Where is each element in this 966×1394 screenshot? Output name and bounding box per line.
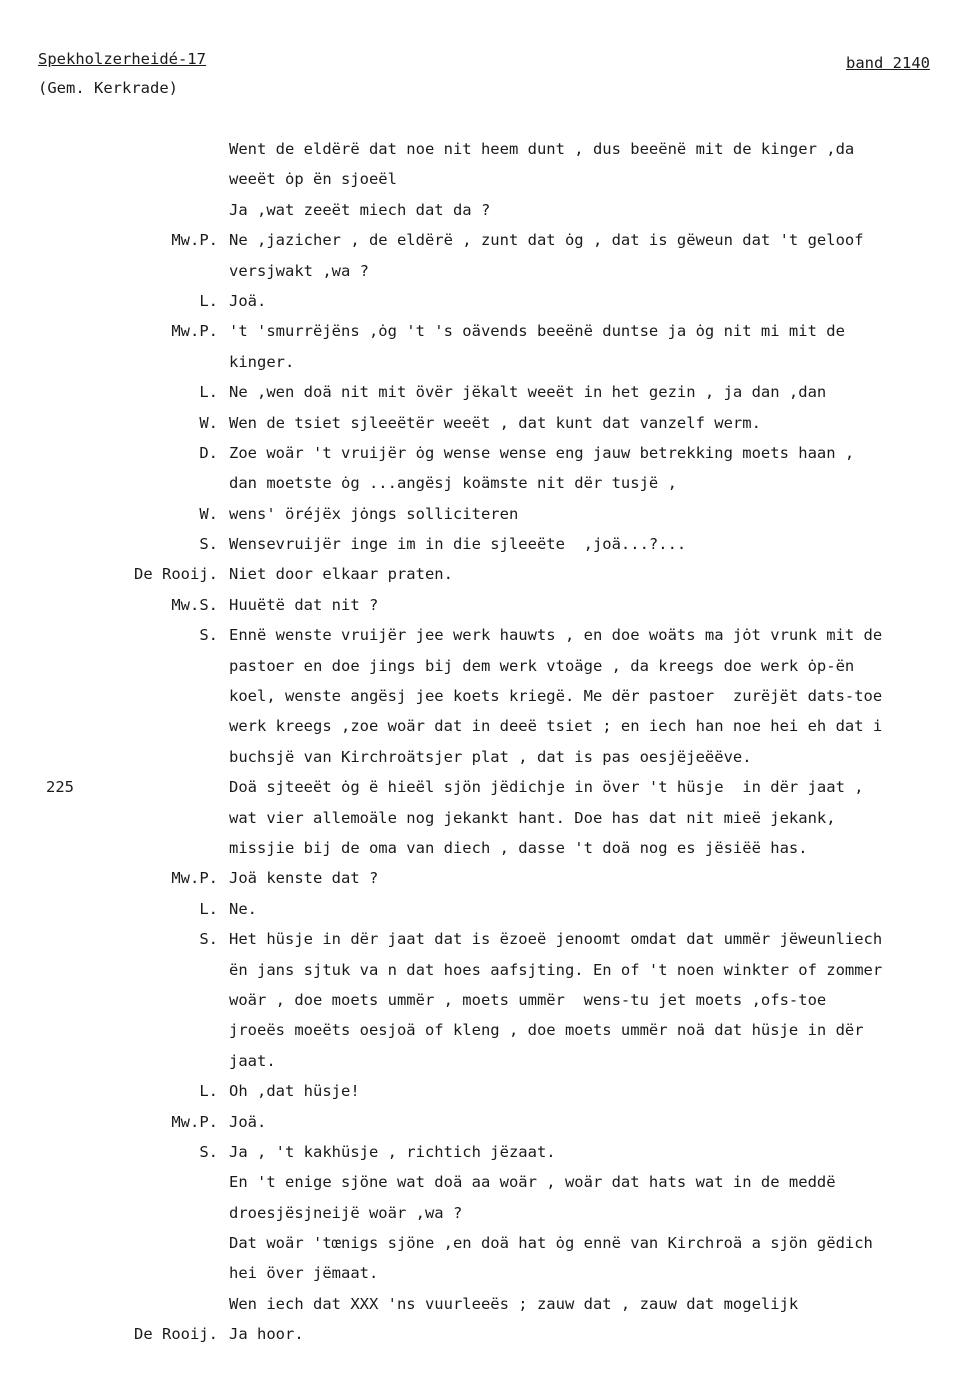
transcript-line (0, 687, 966, 717)
utterance-text: Ne. (229, 899, 257, 918)
utterance-text: werk kreegs ,zoe woär dat in deeë tsiet ; en iech han noe hei eh dat i (229, 717, 883, 736)
transcript-line (0, 170, 966, 200)
utterance-text: pastoer en doe jings bij dem werk vtoäge , da kreegs doe werk ȯp-ën (229, 656, 855, 675)
utterance-text: Went de eldërë dat noe nit heem dunt , dus beeënë mit de kinger ,da (229, 140, 855, 158)
band-header: band 2140 (846, 54, 930, 72)
utterance-text: ën jans sjtuk va n dat hoes aafsjting. En of 't noen winkter of zommer (229, 960, 883, 979)
utterance-text: Het hüsje in dër jaat dat is ëzoeë jenoomt omdat dat ummër jëweunliech (229, 930, 883, 949)
transcript-line (0, 1234, 966, 1264)
transcript-line (0, 596, 966, 626)
transcript-line (0, 1264, 966, 1294)
speaker-label: W. (199, 413, 218, 432)
utterance-text: Ja hoor. (229, 1325, 304, 1344)
transcript-line (0, 292, 966, 322)
utterance-text: Doä sjteeët ȯg ë hieël sjön jëdichje in över 't hüsje in dër jaat , (229, 778, 864, 797)
transcript-line (0, 717, 966, 747)
speaker-label: D. (199, 443, 218, 462)
speaker-label: L. (199, 899, 218, 918)
speaker-label: Mw.S. (171, 595, 218, 614)
speaker-label: L. (199, 383, 218, 402)
speaker-label: S. (199, 535, 218, 554)
transcript-line (0, 414, 966, 444)
transcript-line (0, 322, 966, 352)
speaker-label: Mw.P. (171, 322, 218, 341)
place-header: Spekholzerheidé-17 (38, 50, 206, 68)
utterance-text: jaat. (229, 1051, 276, 1070)
transcript-line (0, 1295, 966, 1325)
speaker-label: De Rooij. (134, 565, 218, 584)
utterance-text: dan moetste ȯg ...angësj koämste nit dër tusjë , (229, 474, 677, 493)
transcript-line (0, 353, 966, 383)
transcript-line (0, 444, 966, 474)
speaker-label: S. (199, 626, 218, 645)
transcript-line (0, 140, 966, 170)
utterance-text: Dat woär 'tœnigs sjöne ,en doä hat ȯg ennë van Kirchroä a sjön gëdich (229, 1234, 873, 1253)
utterance-text: Huuëtë dat nit ? (229, 595, 379, 614)
utterance-text: missjie bij de oma van diech , dasse 't doä nog es jësiëë has. (229, 838, 808, 857)
transcript-line (0, 262, 966, 292)
transcript-line (0, 839, 966, 869)
transcript-line (0, 201, 966, 231)
transcript-line (0, 535, 966, 565)
speaker-label: W. (199, 504, 218, 523)
speaker-label: S. (199, 930, 218, 949)
transcript-line (0, 1082, 966, 1112)
transcript-line (0, 778, 966, 808)
utterance-text: Ja ,wat zeeët miech dat da ? (229, 200, 491, 219)
utterance-text: Joä. (229, 291, 267, 310)
utterance-text: wat vier allemoäle nog jekankt hant. Doe has dat nit mieë jekank, (229, 808, 836, 827)
utterance-text: Wensevruijër inge im in die sjleeëte ,joä...?... (229, 535, 687, 554)
utterance-text: Zoe woär 't vruijër ȯg wense wense eng jauw betrekking moets haan , (229, 443, 855, 462)
transcript-line (0, 1325, 966, 1355)
utterance-text: hei över jëmaat. (229, 1264, 379, 1283)
utterance-text: 't 'smurrëjëns ,ȯg 't 's oävends beeënë duntse ja ȯg nit mi mit de (229, 322, 845, 341)
transcript-line (0, 383, 966, 413)
transcript-line (0, 1052, 966, 1082)
line-number: 225 (46, 778, 74, 797)
speaker-label: Mw.P. (171, 869, 218, 888)
utterance-text: woär , doe moets ummër , moets ummër wens-tu jet moets ,ofs-toe (229, 990, 827, 1009)
utterance-text: koel, wenste angësj jee koets kriegë. Me dër pastoer zurëjët dats-toe (229, 687, 883, 706)
transcript-line (0, 961, 966, 991)
speaker-label: S. (199, 1142, 218, 1161)
transcript-line (0, 474, 966, 504)
transcript-line (0, 1021, 966, 1051)
utterance-text: Wen iech dat XXX 'ns vuurleeës ; zauw dat , zauw dat mogelijk (229, 1294, 799, 1313)
transcript-line (0, 1173, 966, 1203)
speaker-label: L. (199, 291, 218, 310)
utterance-text: versjwakt ,wa ? (229, 261, 369, 280)
utterance-text: droesjësjneijë woär ,wa ? (229, 1203, 463, 1222)
utterance-text: Niet door elkaar praten. (229, 565, 453, 584)
utterance-text: Ne ,jazicher , de eldërë , zunt dat ȯg , dat is gëweun dat 't geloof (229, 231, 864, 250)
transcript-line (0, 626, 966, 656)
utterance-text: wens' öréjëx jȯngs solliciteren (229, 504, 519, 523)
utterance-text: Wen de tsiet sjleeëtër weeët , dat kunt dat vanzelf werm. (229, 413, 761, 432)
transcript-line (0, 657, 966, 687)
utterance-text: Joä kenste dat ? (229, 869, 379, 888)
utterance-text: Oh ,dat hüsje! (229, 1082, 360, 1101)
transcript-line (0, 505, 966, 535)
speaker-label: De Rooij. (134, 1325, 218, 1344)
utterance-text: jroeës moeëts oesjoä of kleng , doe moets ummër noä dat hüsje in dër (229, 1021, 864, 1040)
transcript-line (0, 1143, 966, 1173)
utterance-text: weeët ȯp ën sjoeël (229, 170, 397, 189)
speaker-label: L. (199, 1082, 218, 1101)
transcript-body (0, 140, 966, 1356)
utterance-text: Ennë wenste vruijër jee werk hauwts , en doe woäts ma jȯt vrunk mit de (229, 626, 883, 645)
transcript-line (0, 1113, 966, 1143)
transcript-line (0, 900, 966, 930)
transcript-line (0, 748, 966, 778)
speaker-label: Mw.P. (171, 231, 218, 250)
municipality-header: (Gem. Kerkrade) (38, 79, 178, 97)
transcript-line (0, 930, 966, 960)
transcript-line (0, 565, 966, 595)
utterance-text: buchsjë van Kirchroätsjer plat , dat is pas oesjëjeëëve. (229, 747, 752, 766)
transcript-line (0, 231, 966, 261)
transcript-line (0, 869, 966, 899)
speaker-label: Mw.P. (171, 1112, 218, 1131)
transcript-line (0, 809, 966, 839)
utterance-text: kinger. (229, 352, 295, 371)
transcript-line (0, 991, 966, 1021)
utterance-text: Ja , 't kakhüsje , richtich jëzaat. (229, 1142, 556, 1161)
utterance-text: Joä. (229, 1112, 267, 1131)
utterance-text: Ne ,wen doä nit mit övër jëkalt weeët in het gezin , ja dan ,dan (229, 383, 827, 402)
transcript-line (0, 1204, 966, 1234)
utterance-text: En 't enige sjöne wat doä aa woär , woär dat hats wat in de meddë (229, 1173, 836, 1192)
